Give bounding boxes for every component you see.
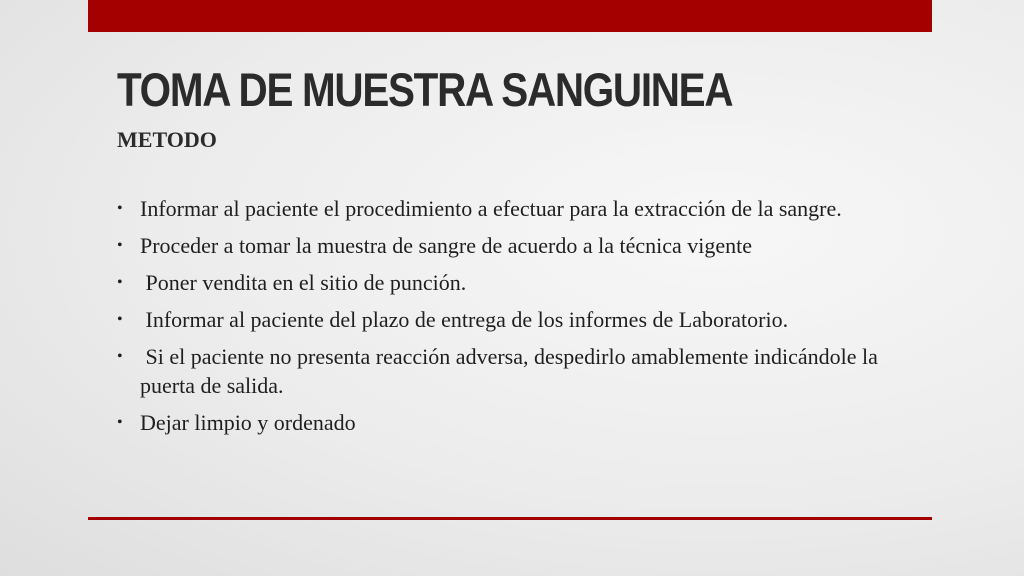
bullet-list [117,194,907,445]
bullet-text: Informar al paciente el procedimiento a efectuar para la extracción de la sangre. [140,196,842,221]
slide-title: TOMA DE MUESTRA SANGUINEA [117,63,733,116]
bullet-text: Si el paciente no presenta reacción adversa, despedirlo amablemente indicándole la puerta de salida. [140,344,884,398]
bullet-item [117,194,907,223]
bullet-item [117,342,907,400]
bottom-accent-line [88,517,932,520]
bullet-icon: • [117,311,123,328]
top-accent-bar [88,0,932,32]
bullet-icon: • [117,237,123,254]
bullet-icon: • [117,348,123,365]
slide-subtitle: METODO [117,127,217,152]
bullet-text: Proceder a tomar la muestra de sangre de acuerdo a la técnica vigente [140,233,753,258]
bullet-item [117,408,907,437]
bullet-icon: • [117,414,123,431]
bullet-text: Dejar limpio y ordenado [140,410,356,435]
bullet-text: Poner vendita en el sitio de punción. [140,270,467,295]
bullet-icon: • [117,200,123,217]
bullet-icon: • [117,274,123,291]
bullet-item [117,305,907,334]
bullet-item [117,268,907,297]
bullet-item [117,231,907,260]
bullet-text: Informar al paciente del plazo de entrega de los informes de Laboratorio. [140,307,789,332]
